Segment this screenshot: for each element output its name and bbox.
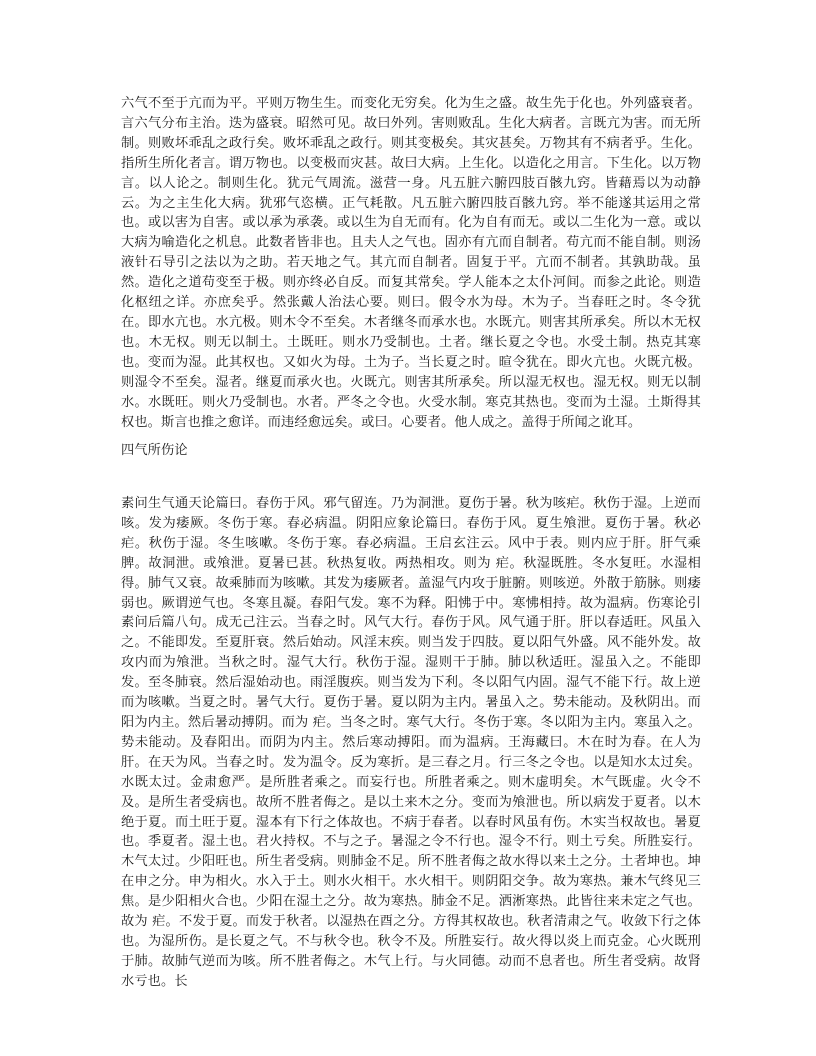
section-heading: 四气所伤论 <box>121 443 188 458</box>
body-paragraph-1: 六气不至于亢而为平。平则万物生生。而变化无穷矣。化为生之盛。故生先于化也。外列盛衰者。言六气分布主治。迭为盛衰。昭然可见。故曰外列。害则败乱。生化大病者。言既亢为害。而无所制。则败坏乖乱之政行矣。败坏乖乱之政行。则其变极矣。其灾甚矣。万物其有不病者乎。生化。指所生所化者言。谓万物也。以变极而灾甚。故曰大病。上生化。以造化之用言。下生化。以万物言。以人论之。制则生化。犹元气周流。滋营一身。凡五脏六腑四肢百骸九窍。皆藉焉以为动静云。为之主生化大病。犹邪气恣横。正气耗散。凡五脏六腑四肢百骸九窍。举不能遂其运用之常也。或以害为自害。或以承为承袭。或以生为自无而有。化为自有而无。或以二生化为一意。或以大病为喻造化之机息。此数者皆非也。且夫人之气也。固亦有亢而自制者。苟亢而不能自制。则汤液针石导引之法以为之助。若天地之气。其亢而自制者。固复于平。亢而不制者。其孰助哉。虽然。造化之道苟变至于极。则亦终必自反。而复其常矣。学人能本之太仆河间。而参之此论。则造化枢纽之详。亦庶矣乎。然张戴人治法心要。则曰。假令水为母。木为子。当春旺之时。冬令犹在。即水亢也。水亢极。则木令不至矣。木者继冬而承水也。水既亢。则害其所承矣。所以木无权也。木无权。则无以制土。土既旺。则水乃受制也。土者。继长夏之令也。水受土制。热克其寒也。变而为湿。此其权也。又如火为母。土为子。当长夏之时。暄令犹在。即火亢也。火既亢极。则湿令不至矣。湿者。继夏而承火也。火既亢。则害其所承矣。所以湿无权也。湿无权。则无以制水。水既旺。则火乃受制也。水者。严冬之令也。火受水制。寒克其热也。变而为土湿。土斯得其权也。斯言也推之愈详。而违经愈远矣。或曰。心要者。他人成之。盖得于所闻之讹耳。 <box>121 96 701 430</box>
body-paragraph-2: 素问生气通天论篇曰。春伤于风。邪气留连。乃为洞泄。夏伤于暑。秋为咳疟。秋伤于湿。上逆而咳。发为痿厥。冬伤于寒。春必病温。阴阳应象论篇曰。春伤于风。夏生飧泄。夏伤于暑。秋必 疟。秋伤于湿。冬生咳嗽。冬伤于寒。春必病温。王启玄注云。风中于表。则内应于肝。肝气乘脾。故洞泄。或飧泄。夏暑已甚。秋热复收。两热相攻。则为 疟。秋湿既胜。冬水复旺。水湿相得。肺气又衰。故乘肺而为咳嗽。其发为痿厥者。盖湿气内攻于脏腑。则咳逆。外散于筋脉。则痿弱也。厥谓逆气也。冬寒且凝。春阳气发。寒不为释。阳怫于中。寒怫相持。故为温病。伤寒论引素问后篇八句。成无己注云。当春之时。风气大行。春伤于风。风气通于肝。肝以春适旺。风虽入之。不能即发。至夏肝衰。然后始动。风淫末疾。则当发于四肢。夏以阳气外盛。风不能外发。故攻内而为飧泄。当秋之时。湿气大行。秋伤于湿。湿则干于肺。肺以秋适旺。湿虽入之。不能即发。至冬肺衰。然后湿始动也。雨淫腹疾。则当发为下利。冬以阳气内固。湿气不能下行。故上逆而为咳嗽。当夏之时。暑气大行。夏伤于暑。夏以阴为主内。暑虽入之。势未能动。及秋阴出。而阳为内主。然后暑动搏阴。而为 疟。当冬之时。寒气大行。冬伤于寒。冬以阳为主内。寒虽入之。势未能动。及春阳出。而阴为内主。然后寒动搏阳。而为温病。王海藏曰。木在时为春。在人为肝。在天为风。当春之时。发为温令。反为寒折。是三春之月。行三冬之令也。以是知水太过矣。水既太过。金肃愈严。是所胜者乘之。而妄行也。所胜者乘之。则木虚明矣。木气既虚。火令不及。是所生者受病也。故所不胜者侮之。是以土来木之分。变而为飧泄也。所以病发于夏者。以木绝于夏。而土旺于夏。湿本有下行之体故也。不病于春者。以春时风虽有伤。木实当权故也。暑夏也。季夏者。湿土也。君火持权。不与之子。暑湿之令不行也。湿令不行。则土亏矣。所胜妄行。木气太过。少阳旺也。所生者受病。则肺金不足。所不胜者侮之故水得以来土之分。土者坤也。坤在申之分。申为相火。水入于土。则水火相干。水火相干。则阴阳交争。故为寒热。兼木气终见三焦。是少阳相火合也。少阳在湿土之分。故为寒热。肺金不足。洒淅寒热。此皆往来未定之气也。故为 疟。不发于夏。而发于秋者。以湿热在酉之分。方得其权故也。秋者清肃之气。收敛下行之体也。为湿所伤。是长夏之气。不与秋令也。秋令不及。所胜妄行。故火得以炎上而克金。心火既刑于肺。故肺气逆而为咳。所不胜者侮之。木气上行。与火同德。动而不息者也。所生者受病。故肾水亏也。长 <box>121 496 701 989</box>
